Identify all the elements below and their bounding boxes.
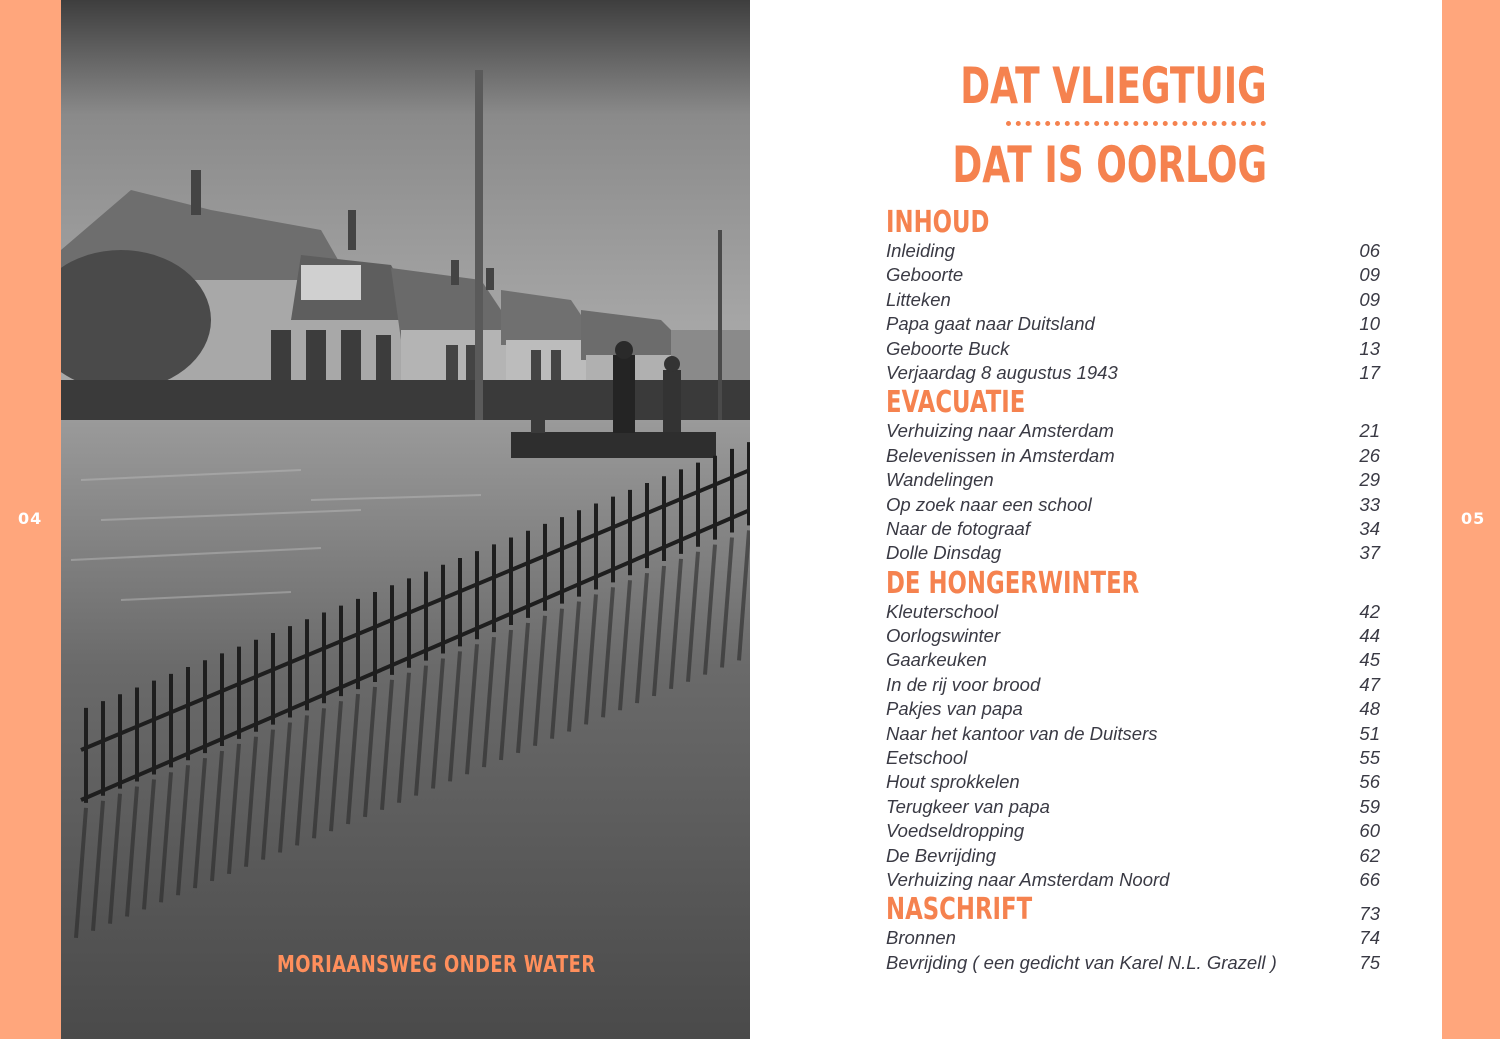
toc-entry-page: 10 (1359, 313, 1380, 335)
toc-entry-page: 74 (1359, 927, 1380, 949)
toc-entry (886, 796, 1380, 820)
toc-entry (886, 747, 1380, 771)
toc-entry (886, 698, 1380, 722)
toc-entry (886, 674, 1380, 698)
toc-entry-title: Kleuterschool (886, 600, 999, 622)
photo-caption: MORIAANSWEG ONDER WATER (277, 952, 596, 978)
toc-entry (886, 240, 1380, 264)
toc-entry-title: Verhuizing naar Amsterdam (886, 420, 1114, 442)
toc-entry-title: Belevenissen in Amsterdam (886, 444, 1115, 466)
toc-entry (886, 649, 1380, 673)
toc-section-heading: EVACUATIE (886, 385, 1026, 421)
toc-entry-page: 26 (1359, 444, 1380, 466)
toc-section-heading: DE HONGERWINTER (886, 565, 1140, 601)
toc-entry (886, 289, 1380, 313)
toc-entry (886, 820, 1380, 844)
toc-entry-page: 66 (1359, 868, 1380, 890)
toc-entry (886, 771, 1380, 795)
toc-entry-page: 06 (1359, 240, 1380, 261)
toc-entry (886, 723, 1380, 747)
toc-entry-title: Gaarkeuken (886, 649, 987, 671)
toc-entry-page: 56 (1359, 771, 1380, 793)
toc-entry-page: 51 (1359, 722, 1380, 744)
toc-entry-page: 55 (1359, 747, 1380, 769)
toc-entry (886, 518, 1380, 542)
toc-entry-title: Op zoek naar een school (886, 493, 1092, 515)
toc-entry-page: 13 (1359, 337, 1380, 359)
toc-heading-row (886, 386, 1380, 420)
toc-entry-title: Terugkeer van papa (886, 795, 1050, 817)
toc-entry-title: Hout sprokkelen (886, 771, 1020, 793)
page-number-left: 04 (18, 509, 43, 528)
toc-entry (886, 845, 1380, 869)
toc-entry (886, 445, 1380, 469)
toc-section (886, 206, 1380, 386)
toc-entry (886, 264, 1380, 288)
toc-entry-title: Eetschool (886, 747, 968, 769)
toc-entry (886, 313, 1380, 337)
toc-section (886, 893, 1380, 976)
toc-entry-page: 09 (1359, 288, 1380, 310)
toc-section-heading: INHOUD (886, 205, 990, 240)
toc-entry-title: Dolle Dinsdag (886, 542, 1002, 564)
toc-entry (886, 494, 1380, 518)
toc-entry-page: 45 (1359, 649, 1380, 671)
toc-section (886, 567, 1380, 894)
title-dotted-divider (1006, 121, 1266, 126)
toc-entry-title: Bevrijding ( een gedicht van Karel N.L. Grazell ) (886, 951, 1277, 973)
toc-heading-row (886, 893, 1380, 927)
toc-entry-page: 17 (1359, 361, 1380, 383)
toc-entry-title: De Bevrijding (886, 844, 997, 866)
toc-entry-title: Litteken (886, 288, 951, 310)
toc-entry (886, 927, 1380, 951)
toc-section-page: 73 (1359, 903, 1380, 925)
toc-entry-title: Geboorte Buck (886, 337, 1010, 359)
toc-entry-page: 33 (1359, 493, 1380, 515)
toc-entry-page: 21 (1359, 420, 1380, 442)
toc-entry (886, 420, 1380, 444)
toc-entry (886, 469, 1380, 493)
toc-entry-page: 75 (1359, 951, 1380, 973)
toc-entry-page: 34 (1359, 517, 1380, 539)
toc-heading-row (886, 206, 1380, 240)
toc-section (886, 386, 1380, 566)
toc-entry-title: Papa gaat naar Duitsland (886, 313, 1095, 335)
book-title-line-1: DAT VLIEGTUIG (960, 57, 1267, 115)
toc-entry-title: In de rij voor brood (886, 673, 1041, 695)
toc-entry-title: Bronnen (886, 927, 956, 949)
toc-entry (886, 542, 1380, 566)
page-number-right: 05 (1461, 509, 1486, 528)
toc-entry-title: Geboorte (886, 264, 964, 286)
toc-section-heading: NASCHRIFT (886, 892, 1033, 928)
toc-entry-page: 29 (1359, 469, 1380, 491)
toc-entry-title: Verjaardag 8 augustus 1943 (886, 361, 1118, 383)
toc-entry (886, 952, 1380, 976)
toc-heading-row (886, 567, 1380, 601)
toc-entry-title: Inleiding (886, 240, 955, 261)
toc-entry-page: 09 (1359, 264, 1380, 286)
flooded-street-illustration (61, 0, 750, 1039)
toc-entry-page: 42 (1359, 600, 1380, 622)
toc-entry-title: Naar het kantoor van de Duitsers (886, 722, 1158, 744)
toc-entry-page: 44 (1359, 625, 1380, 647)
book-title-line-2: DAT IS OORLOG (952, 136, 1267, 194)
toc-entry-page: 37 (1359, 542, 1380, 564)
toc-entry (886, 869, 1380, 893)
table-of-contents (886, 206, 1380, 976)
toc-entry-title: Naar de fotograaf (886, 517, 1030, 539)
toc-entry (886, 362, 1380, 386)
flooded-street-photo (61, 0, 750, 1039)
toc-entry-title: Pakjes van papa (886, 698, 1023, 720)
toc-entry-page: 59 (1359, 795, 1380, 817)
toc-entry-title: Verhuizing naar Amsterdam Noord (886, 868, 1170, 890)
toc-entry-page: 48 (1359, 698, 1380, 720)
toc-entry (886, 601, 1380, 625)
toc-entry (886, 625, 1380, 649)
toc-entry (886, 338, 1380, 362)
toc-entry-title: Wandelingen (886, 469, 994, 491)
toc-entry-page: 60 (1359, 820, 1380, 842)
toc-entry-title: Oorlogswinter (886, 625, 1001, 647)
toc-entry-page: 62 (1359, 844, 1380, 866)
toc-entry-page: 47 (1359, 673, 1380, 695)
toc-entry-title: Voedseldropping (886, 820, 1025, 842)
